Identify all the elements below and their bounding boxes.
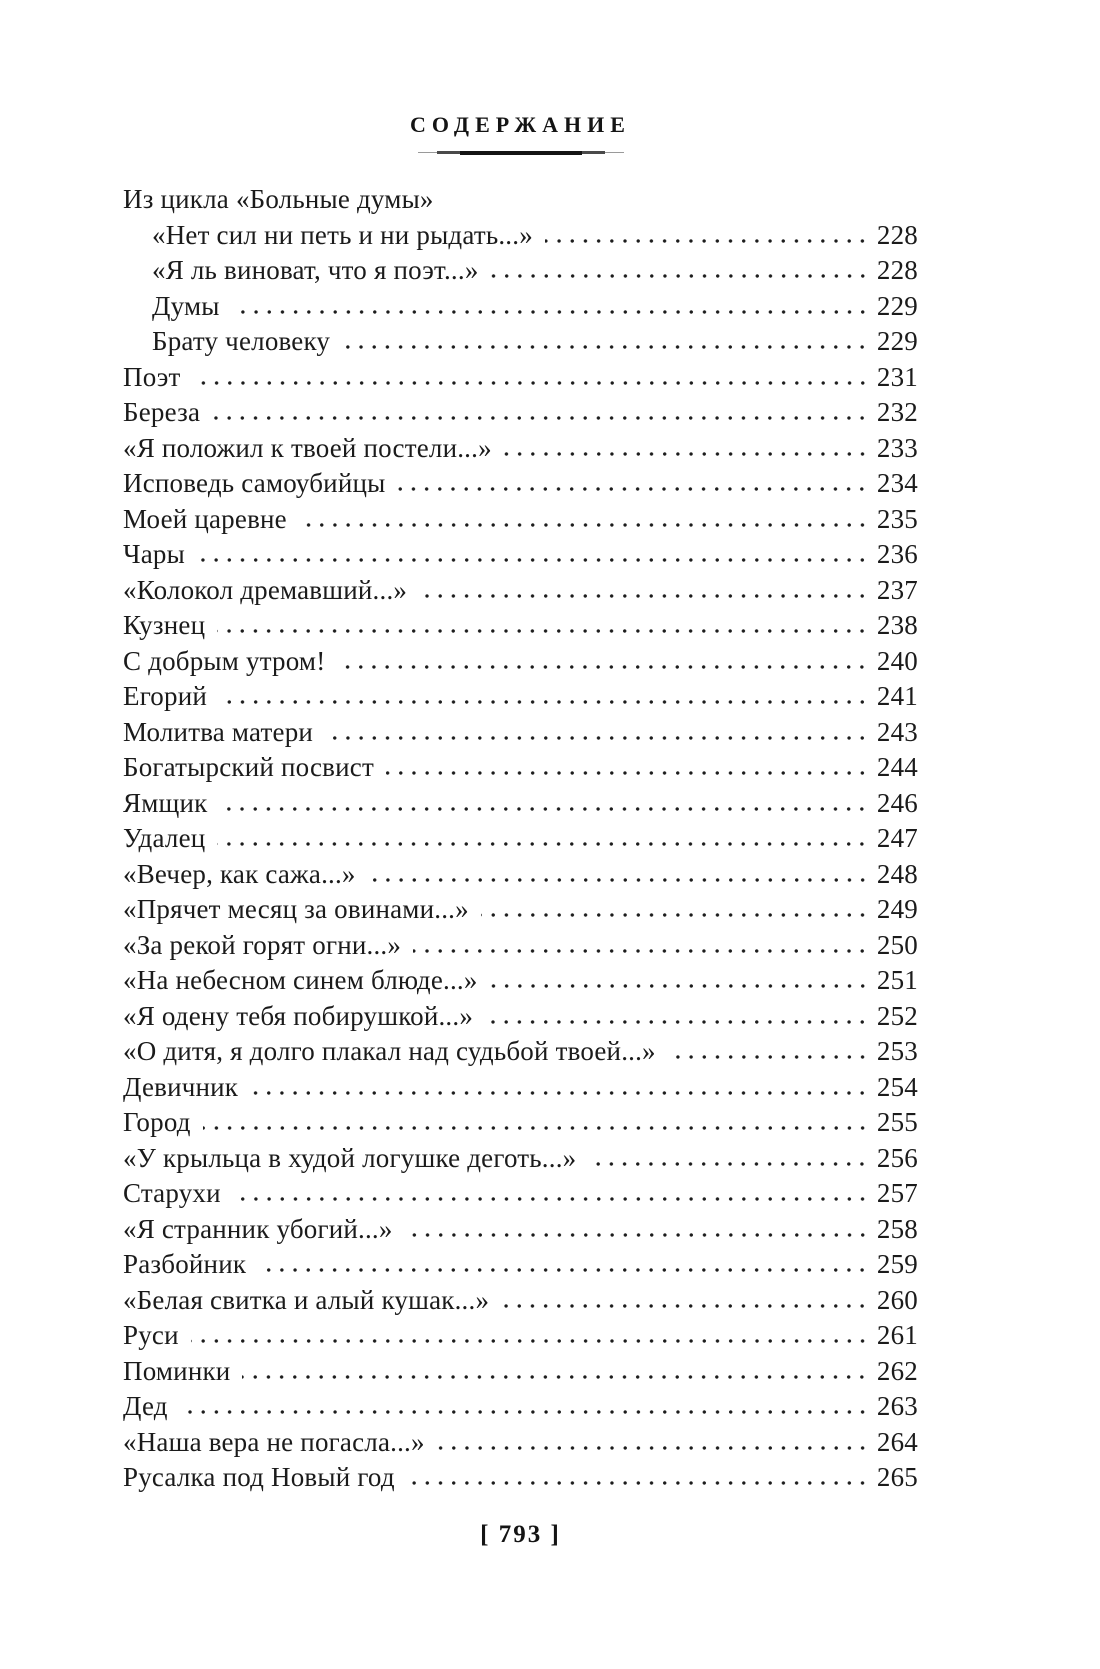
toc-entry (123, 1285, 918, 1321)
toc-entry-title: Моей царевне (123, 503, 287, 534)
toc-entry-title: Молитва матери (123, 716, 314, 747)
toc-entry-title: Богатырский посвист (123, 752, 374, 782)
page-number: 244 (876, 752, 918, 782)
dot-leader (217, 841, 868, 847)
toc-entry-title: Кузнец (123, 610, 206, 640)
dot-leader (481, 912, 869, 918)
dot-leader (250, 1090, 869, 1096)
toc-entry (123, 1320, 918, 1356)
toc-entry-title: Из цикла «Больные думы» (123, 184, 434, 214)
toc-entry-title: «Нет сил ни петь и ни рыдать...» (152, 219, 533, 250)
toc-entry (123, 291, 918, 327)
page-number: 229 (876, 290, 918, 321)
toc-entry-title: Девичник (123, 1071, 239, 1102)
dot-leader (219, 806, 868, 812)
toc-entry (123, 1214, 918, 1250)
contents-heading: СОДЕРЖАНИЕ (410, 112, 631, 137)
toc-entry-title: Удалец (123, 823, 206, 853)
toc-entry-title: Город (123, 1107, 191, 1137)
toc-entry (123, 184, 918, 220)
toc-entry (123, 1143, 918, 1179)
page-number: 228 (876, 255, 918, 285)
page-number: 231 (876, 361, 918, 392)
toc-entry-title: Русалка под Новый год (123, 1462, 395, 1492)
page-number: 259 (876, 1249, 918, 1279)
toc-entry (123, 823, 918, 859)
toc-entry (123, 788, 918, 824)
toc-entry-title: Исповедь самоубийцы (123, 468, 386, 498)
dot-leader (217, 628, 869, 634)
page-number: 254 (876, 1071, 918, 1102)
dot-leader (342, 344, 869, 350)
page-number: 260 (876, 1284, 918, 1315)
page-number: 228 (876, 219, 918, 250)
page-number: 237 (876, 574, 918, 605)
dot-leader (203, 1125, 869, 1131)
toc-entry (123, 1001, 918, 1037)
dot-leader (233, 1196, 869, 1202)
toc-entry-title: «Наша вера не погасла...» (123, 1426, 425, 1457)
toc-entry (123, 397, 918, 433)
toc-entry (123, 1249, 918, 1285)
toc-entry-title: «Я странник убогий...» (123, 1213, 393, 1244)
page-number: 249 (876, 894, 918, 924)
toc-entry-title: «Я положил к твоей постели...» (123, 432, 492, 463)
folio-page-number: [ 793 ] (480, 1521, 561, 1548)
dot-leader (501, 1303, 869, 1309)
dot-leader (407, 1480, 869, 1486)
toc-entry (123, 220, 918, 256)
page-number: 235 (876, 503, 918, 534)
toc-entry-title: Егорий (123, 681, 207, 711)
toc-entry (123, 1178, 918, 1214)
page-number: 256 (876, 1142, 918, 1173)
page-number: 261 (876, 1320, 918, 1350)
page-number: 234 (876, 468, 918, 498)
heading-ornamental-rule (123, 148, 918, 158)
toc-entry-title: Поминки (123, 1355, 231, 1386)
toc-entry-title: «У крыльца в худой логушке деготь...» (123, 1142, 577, 1173)
toc-entry (123, 1356, 918, 1392)
dot-leader (397, 486, 868, 492)
toc-entry (123, 255, 918, 291)
page-number: 251 (876, 965, 918, 995)
toc-entry (123, 930, 918, 966)
toc-entry (123, 433, 918, 469)
page-number: 233 (876, 432, 918, 463)
page-number: 258 (876, 1213, 918, 1244)
toc-entry (123, 1072, 918, 1108)
page-number: 263 (876, 1391, 918, 1421)
dot-leader (212, 415, 869, 421)
toc-entry (123, 1391, 918, 1427)
toc-entry (123, 610, 918, 646)
toc-entry (123, 646, 918, 682)
dot-leader (504, 451, 869, 457)
page-number: 229 (876, 326, 918, 356)
dot-leader (232, 309, 869, 315)
dot-leader (193, 380, 869, 386)
toc-entry (123, 326, 918, 362)
toc-entry-title: Чары (123, 539, 185, 569)
dot-leader (299, 522, 869, 528)
toc-list (123, 184, 918, 1498)
page-number: 248 (876, 858, 918, 889)
dot-leader (325, 735, 869, 741)
toc-entry-title: Разбойник (123, 1249, 247, 1279)
page-number: 240 (876, 645, 918, 676)
toc-entry-title: «Я ль виноват, что я поэт...» (152, 255, 479, 285)
toc-entry-title: «Прячет месяц за овинами...» (123, 894, 469, 924)
toc-entry (123, 1107, 918, 1143)
page-number: 262 (876, 1355, 918, 1386)
page-number: 253 (876, 1036, 918, 1066)
page-number: 257 (876, 1178, 918, 1208)
toc-entry-title: Дед (123, 1391, 168, 1421)
dot-leader (413, 948, 869, 954)
dot-leader (668, 1054, 869, 1060)
page-number: 255 (876, 1107, 918, 1137)
toc-entry (123, 1036, 918, 1072)
page-number: 243 (876, 716, 918, 747)
toc-entry (123, 965, 918, 1001)
toc-entry (123, 468, 918, 504)
dot-leader (219, 699, 869, 705)
toc-entry (123, 539, 918, 575)
toc-entry (123, 717, 918, 753)
toc-entry (123, 859, 918, 895)
page-number: 250 (876, 929, 918, 960)
toc-entry-title: Старухи (123, 1178, 221, 1208)
dot-leader (337, 664, 868, 670)
page-number: 265 (876, 1462, 918, 1492)
dot-leader (485, 1019, 869, 1025)
page-number: 238 (876, 610, 918, 640)
page-number: 252 (876, 1000, 918, 1031)
dot-leader (197, 557, 869, 563)
dot-leader (258, 1267, 869, 1273)
dot-leader (386, 770, 869, 776)
toc-entry-title: Береза (123, 397, 201, 427)
page-number: 264 (876, 1426, 918, 1457)
toc-entry-title: С добрым утром! (123, 645, 326, 676)
toc-entry (123, 362, 918, 398)
toc-entry (123, 504, 918, 540)
dot-leader (588, 1161, 869, 1167)
page-number: 247 (876, 823, 918, 853)
toc-entry-title: «Колокол дремавший...» (123, 574, 408, 605)
toc-entry-title: Поэт (123, 361, 181, 392)
toc-entry-title: Ямщик (123, 787, 208, 818)
page-number: 246 (876, 787, 918, 818)
dot-leader (545, 238, 869, 244)
toc-entry (123, 681, 918, 717)
dot-leader (405, 1232, 869, 1238)
page-number: 236 (876, 539, 918, 569)
toc-entry-title: Брату человеку (152, 326, 331, 356)
toc-entry (123, 575, 918, 611)
rule-thick-bar (460, 151, 582, 155)
dot-leader (491, 273, 869, 279)
dot-leader (368, 877, 869, 883)
dot-leader (242, 1374, 868, 1380)
toc-entry-title: «За рекой горят огни...» (123, 929, 402, 960)
toc-entry-title: «О дитя, я долго плакал над судьбой твоей...» (123, 1036, 656, 1066)
toc-entry-title: «Вечер, как сажа...» (123, 858, 356, 889)
toc-entry-title: Руси (123, 1320, 179, 1350)
page-number: 241 (876, 681, 918, 711)
toc-entry (123, 752, 918, 788)
dot-leader (419, 593, 869, 599)
toc-entry (123, 1427, 918, 1463)
dot-leader (180, 1409, 869, 1415)
dot-leader (191, 1338, 869, 1344)
toc-entry-title: «На небесном синем блюде...» (123, 965, 478, 995)
toc-entry-title: Думы (152, 290, 220, 321)
page-number: 232 (876, 397, 918, 427)
dot-leader (490, 983, 869, 989)
toc-entry (123, 1462, 918, 1498)
toc-entry-title: «Я одену тебя побирушкой...» (123, 1000, 474, 1031)
dot-leader (437, 1445, 869, 1451)
toc-entry (123, 894, 918, 930)
toc-entry-title: «Белая свитка и алый кушак...» (123, 1284, 490, 1315)
